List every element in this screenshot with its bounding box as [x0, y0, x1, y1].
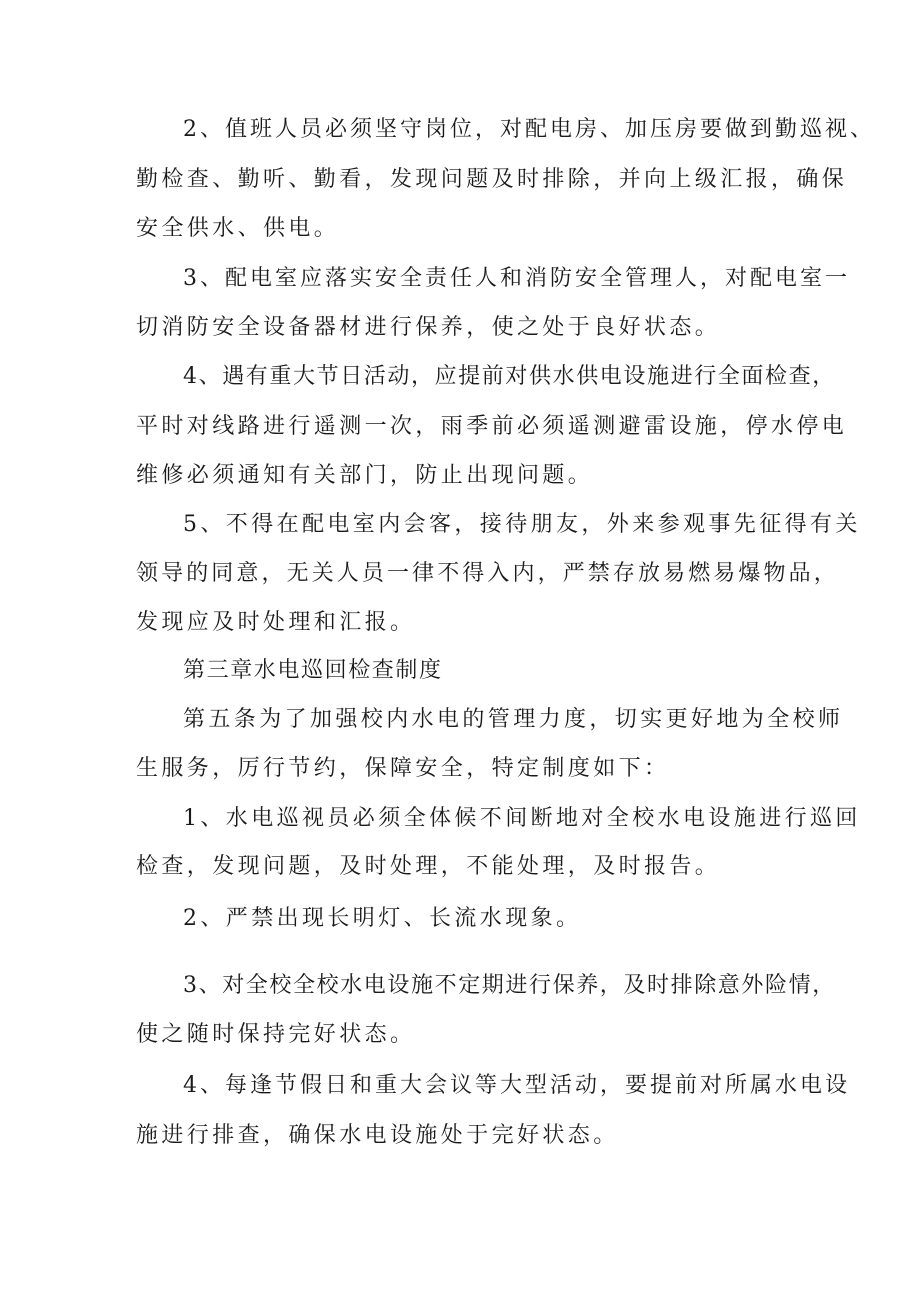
text-line: 生服务，厉行节约，保障安全，特定制度如下：	[136, 756, 670, 781]
text-line: 发现应及时处理和汇报。	[136, 610, 416, 635]
text-line: 施进行排查，确保水电设施处于完好状态。	[136, 1123, 619, 1148]
text-line: 1、水电巡视员必须全体候不间断地对全校水电设施进行巡回	[183, 806, 861, 831]
text-line: 3、配电室应落实安全责任人和消防安全管理人，对配电室一	[183, 266, 850, 291]
chapter-title: 第三章水电巡回检查制度	[183, 658, 443, 683]
text-line: 3、对全校全校水电设施不定期进行保养，及时排除意外险情，	[183, 973, 836, 998]
text-line: 勤检查、勤听、勤看，发现问题及时排除，并向上级汇报，确保	[136, 167, 848, 192]
text-line: 平时对线路进行遥测一次，雨季前必须遥测避雷设施，停水停电	[136, 414, 848, 439]
text-line: 2、值班人员必须坚守岗位，对配电房、加压房要做到勤巡视、	[183, 117, 875, 142]
text-line: 领导的同意，无关人员一律不得入内，严禁存放易燃易爆物品，	[136, 561, 839, 586]
text-line: 安全供水、供电。	[136, 216, 340, 241]
text-line: 4、每逢节假日和重大会议等大型活动，要提前对所属水电设	[183, 1073, 850, 1098]
text-line: 第五条为了加强校内水电的管理力度，切实更好地为全校师	[183, 707, 844, 732]
text-line: 5、不得在配电室内会客，接待朋友，外来参观事先征得有关	[183, 512, 861, 537]
text-line: 使之随时保持完好状态。	[136, 1022, 416, 1047]
text-line: 检查，发现问题，及时处理，不能处理，及时报告。	[136, 854, 721, 879]
text-line: 2、严禁出现长明灯、长流水现象。	[183, 906, 582, 931]
text-line: 切消防安全设备器材进行保养，使之处于良好状态。	[136, 315, 721, 340]
text-line: 维修必须通知有关部门，防止出现问题。	[136, 463, 594, 488]
text-line: 4、遇有重大节日活动，应提前对供水供电设施进行全面检查，	[183, 364, 836, 389]
